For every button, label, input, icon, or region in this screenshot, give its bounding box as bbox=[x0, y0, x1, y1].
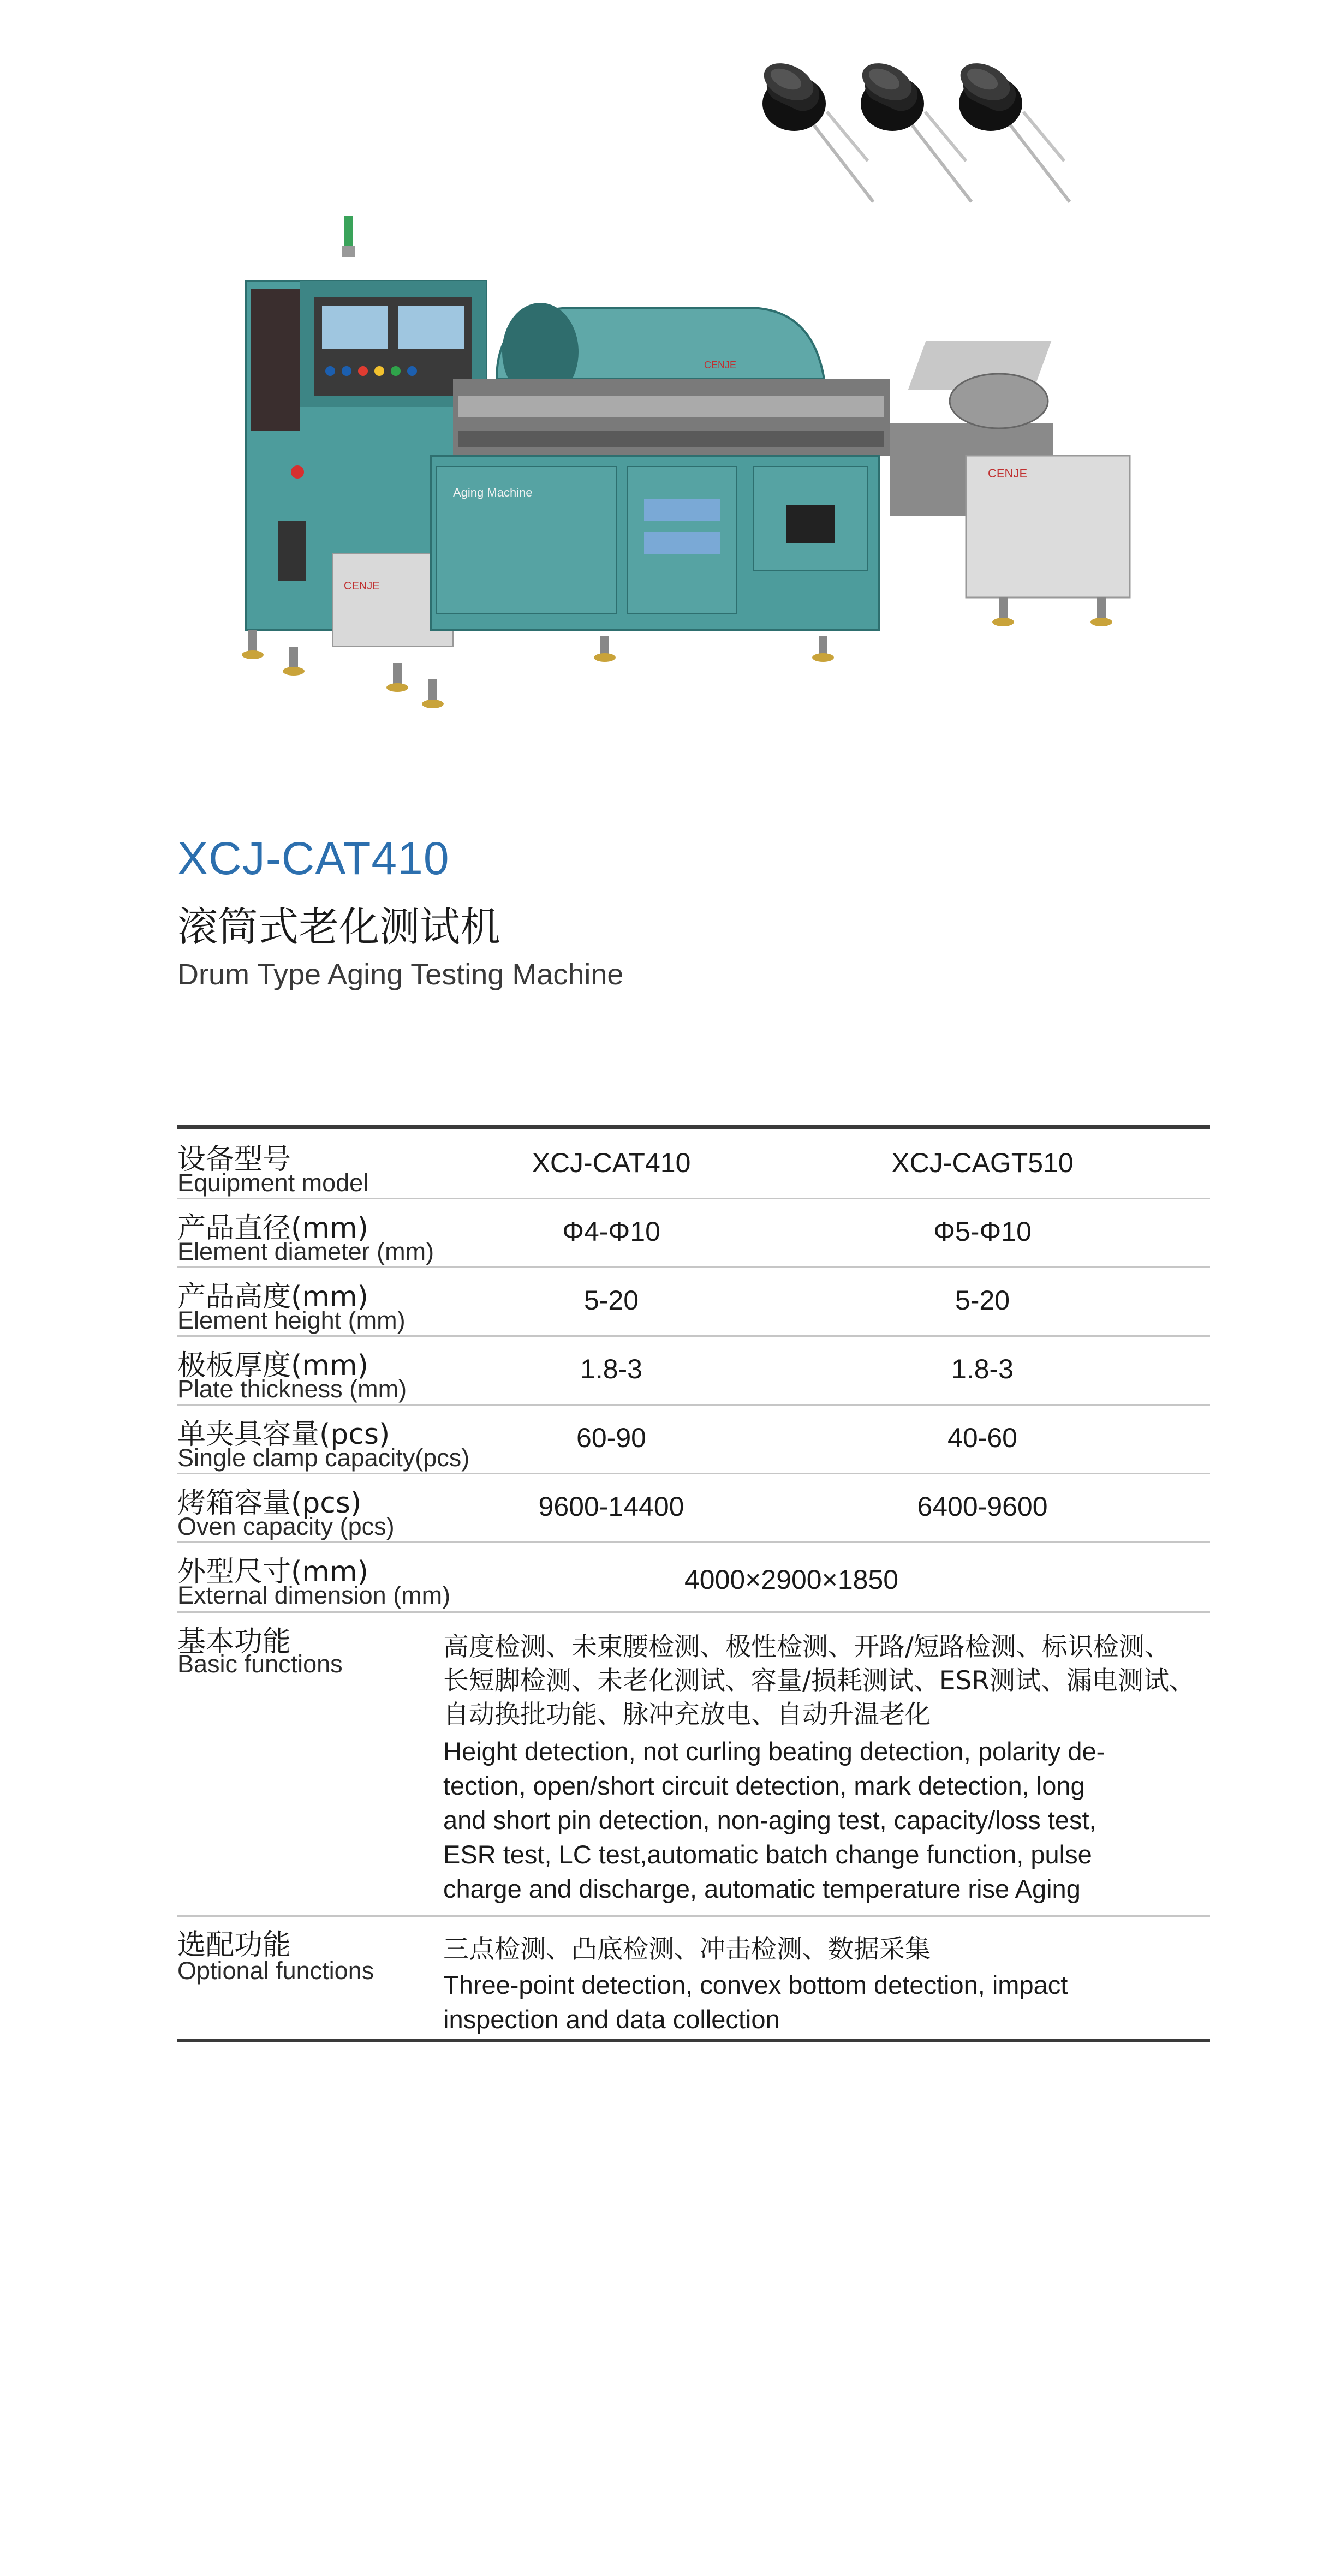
cenje-logo-right: CENJE bbox=[988, 467, 1028, 480]
row-divider bbox=[177, 1198, 1210, 1199]
text-line: 长短脚检测、未老化测试、容量/损耗测试、ESR测试、漏电测试、 bbox=[443, 1666, 1195, 1696]
spec-label-cn: 烤箱容量(pcs) bbox=[177, 1487, 362, 1520]
spec-label-cn: 极板厚度(mm) bbox=[177, 1349, 368, 1382]
capacitor-image-3 bbox=[952, 52, 1072, 210]
basic-functions-en bbox=[443, 1734, 1158, 1906]
row-divider bbox=[177, 1335, 1210, 1337]
spec-label-cn: 设备型号 bbox=[177, 1143, 291, 1176]
text-line: Three-point detection, convex bottom detection, impact bbox=[443, 1970, 1068, 1999]
spec-value-col2: Φ5-Φ10 bbox=[933, 1216, 1032, 1247]
optional-functions-cn bbox=[443, 1933, 1218, 1967]
spec-label-en: Plate thickness (mm) bbox=[177, 1375, 407, 1403]
spec-label-en: External dimension (mm) bbox=[177, 1581, 451, 1609]
text-line: Height detection, not curling beating detection, polarity de- bbox=[443, 1737, 1105, 1766]
cenje-logo-drum: CENJE bbox=[704, 360, 737, 370]
text-line: 三点检测、凸底检测、冲击检测、数据采集 bbox=[443, 1934, 931, 1964]
row-divider bbox=[177, 1473, 1210, 1474]
spec-label-en: Oven capacity (pcs) bbox=[177, 1513, 395, 1540]
spec-value-col1: 9600-14400 bbox=[538, 1491, 684, 1522]
spec-label-cn: 单夹具容量(pcs) bbox=[177, 1418, 390, 1451]
spec-value-col2: 6400-9600 bbox=[917, 1491, 1048, 1522]
product-name-cn: 滚筒式老化测试机 bbox=[177, 904, 500, 951]
text-line: 高度检测、未束腰检测、极性检测、开路/短路检测、标识检测、 bbox=[443, 1632, 1170, 1662]
spec-value-col1: 1.8-3 bbox=[580, 1354, 642, 1384]
aging-machine-panel-label: Aging Machine bbox=[453, 486, 533, 499]
spec-value-col1: 5-20 bbox=[583, 1285, 639, 1316]
row-divider bbox=[177, 1541, 1210, 1543]
basic-functions-cn bbox=[443, 1630, 1218, 1732]
table-bottom-rule bbox=[177, 2039, 1210, 2042]
spec-value-col2: XCJ-CAGT510 bbox=[891, 1147, 1074, 1178]
spec-label-en: Equipment model bbox=[177, 1169, 369, 1197]
spec-label-en: Element diameter (mm) bbox=[177, 1238, 434, 1265]
text-line: 自动换批功能、脉冲充放电、自动升温老化 bbox=[443, 1700, 931, 1730]
spec-label-en: Basic functions bbox=[177, 1650, 343, 1678]
model-title: XCJ-CAT410 bbox=[177, 833, 450, 884]
spec-value-col2: 40-60 bbox=[947, 1423, 1017, 1453]
optional-functions-en bbox=[443, 1968, 1158, 2036]
spec-value-col1: XCJ-CAT410 bbox=[532, 1147, 691, 1178]
spec-value-col1: 60-90 bbox=[576, 1423, 646, 1453]
spec-value-col1: Φ4-Φ10 bbox=[562, 1216, 660, 1247]
row-divider bbox=[177, 1266, 1210, 1268]
spec-label-cn: 选配功能 bbox=[177, 1929, 291, 1962]
spec-label-en: Element height (mm) bbox=[177, 1306, 406, 1334]
spec-label-cn: 产品直径(mm) bbox=[177, 1212, 368, 1245]
text-line: and short pin detection, non-aging test, capacity/loss test, bbox=[443, 1806, 1096, 1834]
row-divider bbox=[177, 1611, 1210, 1613]
spec-value-col2: 1.8-3 bbox=[951, 1354, 1014, 1384]
table-top-rule bbox=[177, 1125, 1210, 1129]
spec-label-cn: 产品高度(mm) bbox=[177, 1281, 368, 1313]
text-line: inspection and data collection bbox=[443, 2005, 780, 2034]
aging-machine-image bbox=[213, 216, 1141, 723]
cenje-logo-left: CENJE bbox=[344, 580, 380, 592]
row-divider bbox=[177, 1404, 1210, 1406]
text-line: charge and discharge, automatic temperature rise Aging bbox=[443, 1874, 1081, 1903]
spec-value-col2: 5-20 bbox=[955, 1285, 1010, 1316]
row-divider bbox=[177, 1915, 1210, 1917]
spec-value-dimension: 4000×2900×1850 bbox=[684, 1564, 899, 1595]
spec-label-cn: 外型尺寸(mm) bbox=[177, 1556, 368, 1588]
spec-label-en: Optional functions bbox=[177, 1957, 374, 1985]
text-line: tection, open/short circuit detection, mark detection, long bbox=[443, 1771, 1085, 1800]
spec-label-en: Single clamp capacity(pcs) bbox=[177, 1444, 470, 1472]
text-line: ESR test, LC test,automatic batch change function, pulse bbox=[443, 1840, 1092, 1869]
product-name-en: Drum Type Aging Testing Machine bbox=[177, 958, 624, 991]
spec-label-cn: 基本功能 bbox=[177, 1625, 291, 1658]
